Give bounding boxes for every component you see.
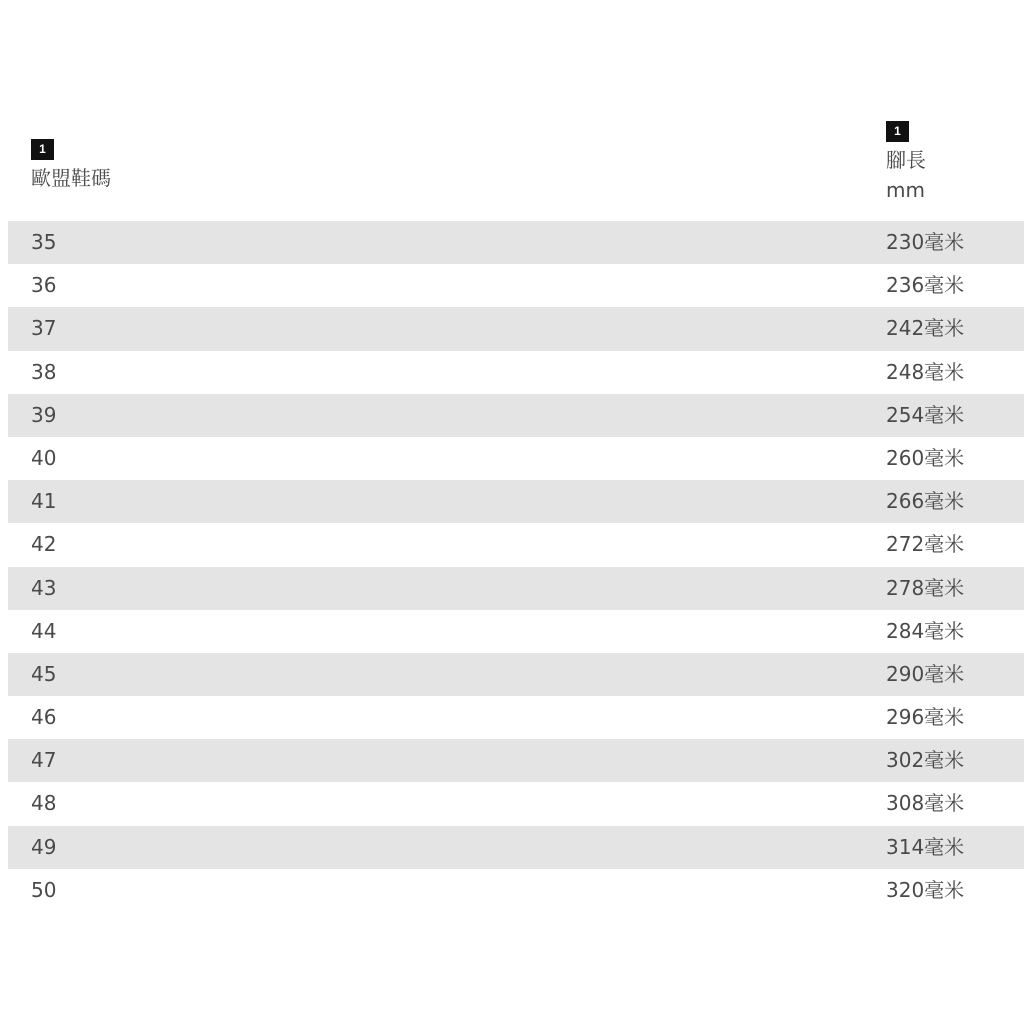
foot-length-cell: 296毫米 [886,705,965,730]
foot-length-cell: 236毫米 [886,273,965,298]
eu-size-cell: 49 [31,834,57,859]
eu-size-cell: 37 [31,316,57,341]
table-row [8,696,1024,739]
table-row [8,567,1024,610]
size-chart-table [8,0,1024,912]
eu-size-cell: 42 [31,532,57,557]
foot-length-cell: 254毫米 [886,402,965,427]
eu-size-cell: 35 [31,230,57,254]
table-row [8,351,1024,394]
column-marker: 1 [31,139,54,160]
foot-length-cell: 266毫米 [886,489,965,514]
eu-size-cell: 40 [31,445,57,470]
eu-size-cell: 44 [31,618,57,643]
eu-size-cell: 45 [31,661,57,686]
table-row [8,653,1024,696]
table-body [8,221,1024,912]
eu-size-cell: 50 [31,877,57,902]
foot-length-cell: 284毫米 [886,618,965,643]
foot-length-cell: 290毫米 [886,661,965,686]
foot-length-cell: 314毫米 [886,834,965,859]
table-row [8,307,1024,350]
eu-size-cell: 48 [31,791,57,816]
eu-size-cell: 43 [31,575,57,600]
table-row [8,264,1024,307]
column-label-foot-length: 腳長 [886,148,926,172]
eu-size-cell: 39 [31,402,57,427]
table-row [8,394,1024,437]
table-row [8,782,1024,825]
foot-length-cell: 278毫米 [886,575,965,600]
foot-length-cell: 320毫米 [886,877,965,902]
table-row [8,610,1024,653]
foot-length-cell: 230毫米 [886,230,965,254]
foot-length-cell: 242毫米 [886,316,965,341]
foot-length-cell: 302毫米 [886,748,965,773]
column-header-eu-size [31,139,111,192]
eu-size-cell: 46 [31,705,57,730]
column-header-foot-length [886,121,926,204]
table-header [8,0,1024,221]
foot-length-cell: 272毫米 [886,532,965,557]
eu-size-cell: 36 [31,273,57,298]
eu-size-cell: 47 [31,748,57,773]
table-row [8,437,1024,480]
foot-length-cell: 248毫米 [886,359,965,384]
column-marker: 1 [886,121,909,142]
table-row [8,826,1024,869]
table-row [8,221,1024,264]
column-unit-mm: mm [886,178,925,202]
column-label-eu-size: 歐盟鞋碼 [31,166,111,190]
foot-length-cell: 260毫米 [886,445,965,470]
table-row [8,480,1024,523]
eu-size-cell: 41 [31,489,57,514]
table-row [8,739,1024,782]
eu-size-cell: 38 [31,359,57,384]
table-row [8,523,1024,566]
foot-length-cell: 308毫米 [886,791,965,816]
table-row [8,869,1024,912]
